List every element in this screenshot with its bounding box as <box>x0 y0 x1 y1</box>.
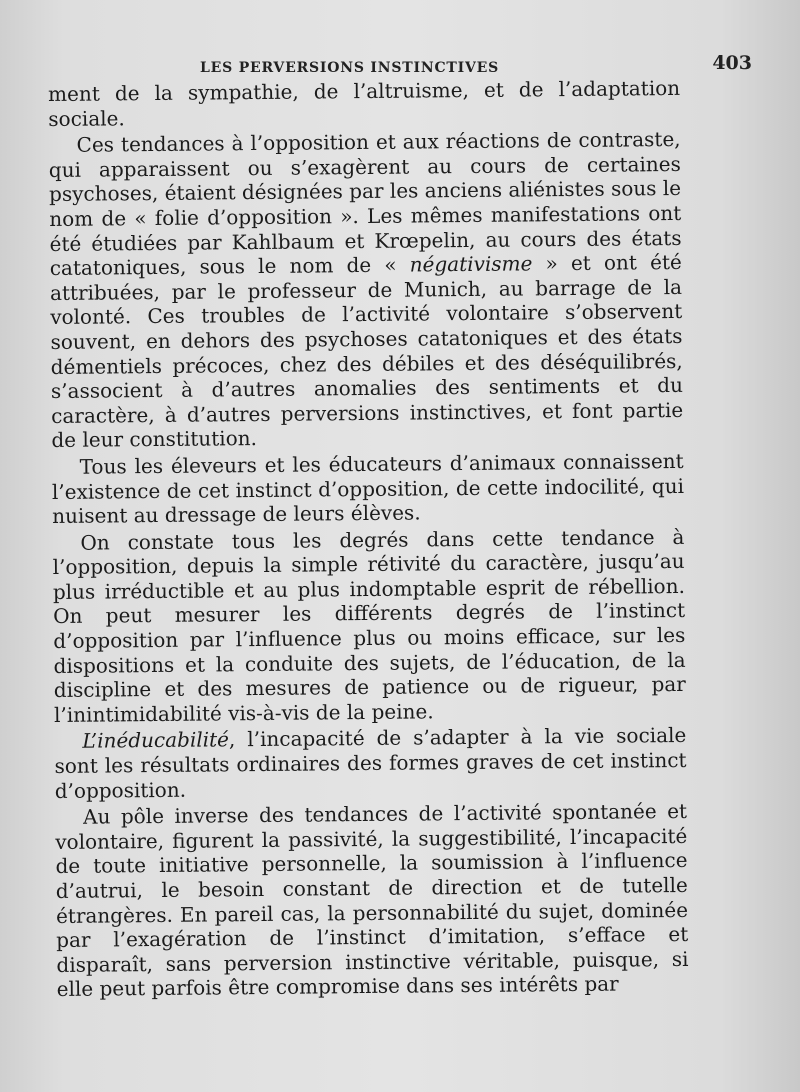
page-number: 403 <box>712 52 752 74</box>
paragraph-5 <box>54 723 687 803</box>
paragraph-5-emphasis: L’inéducabilité <box>82 727 230 754</box>
paragraph-4: On constate tous les degrés dans cette tendance à l’opposition, depuis la simple rétivité du caractère, jusqu’au plus irréductible et au plus indomptable esprit de rébellion. On peut mesurer les différents degrés de l’instinct d’opposition par l’influence plus ou moins efficace, sur les dispositions et la conduite des sujets, de l’éducation, de la discipline et des mesures de patience ou de rigueur, par l’inintimidabilité vis-à-vis de la peine. <box>52 524 686 727</box>
paragraph-2-part-2: » et ont été attribuées, par le professeur de Munich, au barrage de la volonté. Ces troubles de l’activité volontaire s’observent souvent, en dehors des psychoses catatoniques et des états démentiels précoces, chez des débiles et des déséquilibrés, s’associent à d’autres anomalies des sentiments et du caractère, à d’autres perversions instinctives, et font partie de leur constitution. <box>49 250 684 453</box>
paragraph-5-text: , l’incapacité de s’adapter à la vie sociale sont les résultats ordinaires des formes graves de cet instinct d’opposition. <box>54 723 687 803</box>
running-title: LES PERVERSIONS INSTINCTIVES <box>200 60 500 76</box>
paragraph-2-emphasis: négativisme <box>409 251 533 277</box>
paragraph-1: ment de la sympathie, de l’altruisme, et de l’adaptation sociale. <box>48 75 681 131</box>
paragraph-3: Tous les éleveurs et les éducateurs d’animaux connaissent l’existence de cet instinct d’opposition, de cette indocilité, qui nuisent au dressage de leurs élèves. <box>51 448 685 529</box>
paragraph-2 <box>48 127 683 453</box>
body-text <box>48 76 689 1002</box>
paragraph-6: Au pôle inverse des tendances de l’activité spontanée et volontaire, figurent la passivité, la suggestibilité, l’incapacité de toute initiative personnelle, la soumission à l’influence d’autrui, le besoin constant de direction et de tutelle étrangères. En pareil cas, la personnabilité du sujet, dominée par l’exagération de l’instinct d’imitation, s’efface et disparaît, sans perversion instinctive véritable, puisque, si elle peut parfois être compromise dans ses intérêts par <box>55 799 689 1002</box>
paragraph-2-part-1: Ces tendances à l’opposition et aux réactions de contraste, qui apparaissent ou s’exagèrent au cours de certaines psychoses, étaient désignées par les anciens aliénistes sous le nom de « folie d’opposition ». Les mêmes manifestations ont été étudiées par Kahlbaum et Krœpelin, au cours des états catatoniques, sous le nom de « <box>48 127 682 281</box>
